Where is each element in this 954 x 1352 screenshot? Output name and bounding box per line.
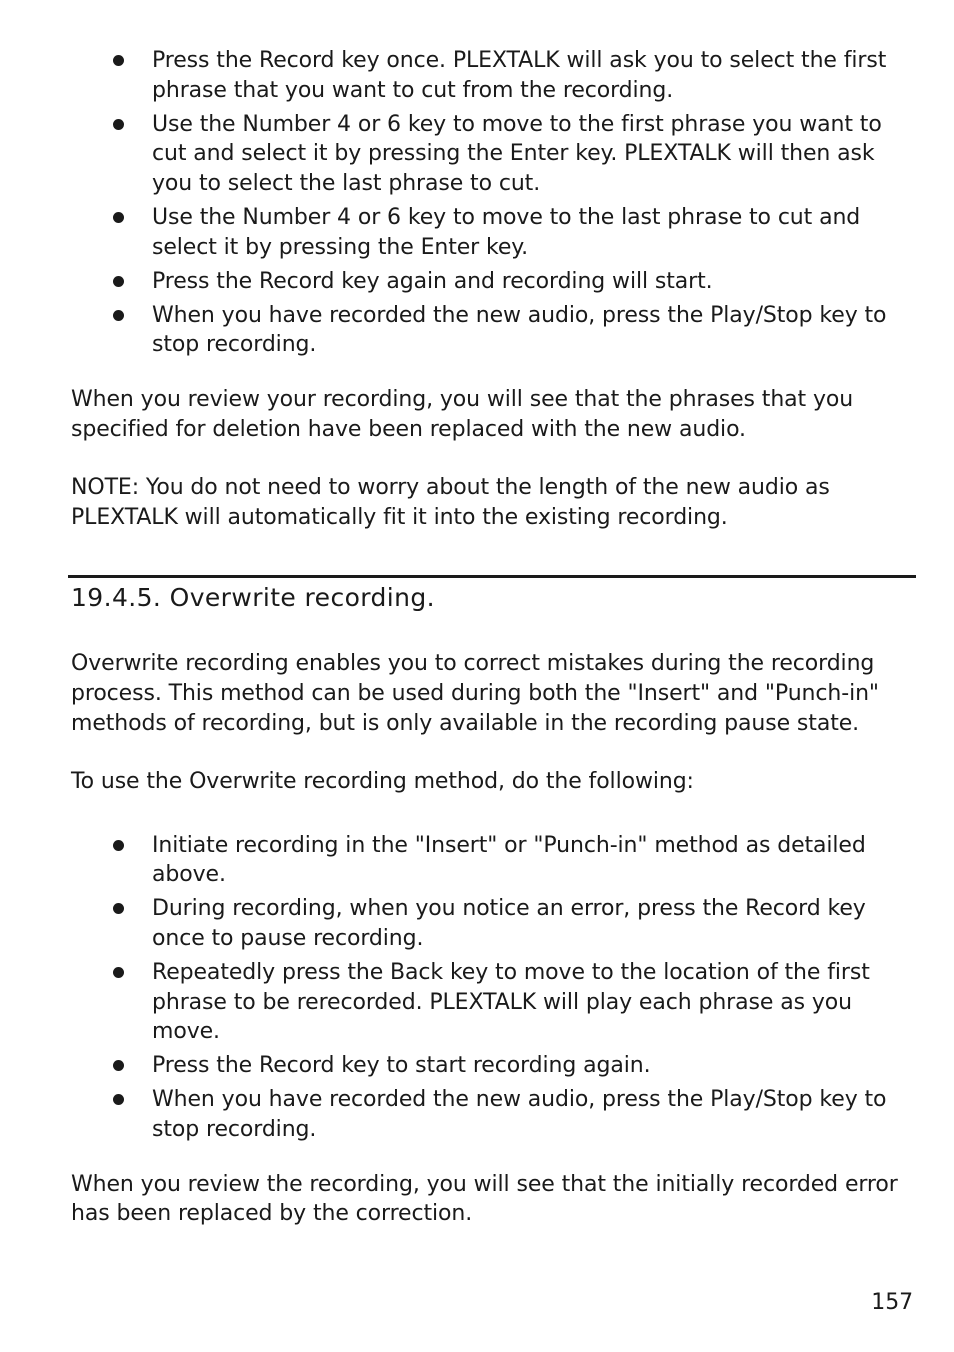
list-item: Press the Record key again and recording will start. bbox=[71, 267, 919, 297]
section-intro-paragraph: Overwrite recording enables you to correct mistakes during the recording process. This method can be used during both the "Insert" and "Punch-in" methods of recording, but is only available in the recording pause state. bbox=[71, 651, 879, 736]
section-heading: 19.4.5. Overwrite recording. bbox=[71, 583, 436, 613]
page-number: 157 bbox=[871, 1290, 913, 1315]
list-item: Repeatedly press the Back key to move to the location of the first phrase to be rerecorded. PLEXTALK will play each phrase as you move. bbox=[71, 958, 919, 1047]
bullet-icon bbox=[113, 1094, 124, 1105]
bullet-icon bbox=[113, 840, 124, 851]
page-content bbox=[71, 46, 919, 1229]
note-paragraph: NOTE: You do not need to worry about the length of the new audio as PLEXTALK will automatically fit it into the existing recording. bbox=[71, 475, 830, 530]
list-item: Press the Record key once. PLEXTALK will ask you to select the first phrase that you want to cut from the recording. bbox=[71, 46, 919, 105]
bullet-icon bbox=[113, 276, 124, 287]
bullet-icon bbox=[113, 310, 124, 321]
list-item: During recording, when you notice an error, press the Record key once to pause recording. bbox=[71, 894, 919, 953]
section-divider bbox=[68, 575, 916, 578]
closing-paragraph: When you review the recording, you will see that the initially recorded error has been replaced by the correction. bbox=[71, 1171, 898, 1227]
bullet-icon bbox=[113, 119, 124, 130]
bullet-icon bbox=[113, 903, 124, 914]
bullet-icon bbox=[113, 967, 124, 978]
list-item: Use the Number 4 or 6 key to move to the first phrase you want to cut and select it by pressing the Enter key. PLEXTALK will then ask you to select the last phrase to cut. bbox=[71, 110, 919, 199]
review-paragraph: When you review your recording, you will see that the phrases that you specified for deletion have been replaced with the new audio. bbox=[71, 386, 854, 442]
list-item: Press the Record key to start recording again. bbox=[71, 1051, 919, 1081]
section-bullet-list bbox=[71, 831, 919, 1145]
bullet-icon bbox=[113, 1060, 124, 1071]
list-item: Use the Number 4 or 6 key to move to the last phrase to cut and select it by pressing the Enter key. bbox=[71, 203, 919, 262]
top-bullet-list bbox=[71, 46, 919, 360]
list-item: Initiate recording in the "Insert" or "Punch-in" method as detailed above. bbox=[71, 831, 919, 890]
lead-in-paragraph: To use the Overwrite recording method, do the following: bbox=[71, 769, 694, 795]
bullet-icon bbox=[113, 212, 124, 223]
bullet-icon bbox=[113, 55, 124, 66]
list-item: When you have recorded the new audio, press the Play/Stop key to stop recording. bbox=[71, 1085, 919, 1144]
list-item: When you have recorded the new audio, press the Play/Stop key to stop recording. bbox=[71, 301, 919, 360]
